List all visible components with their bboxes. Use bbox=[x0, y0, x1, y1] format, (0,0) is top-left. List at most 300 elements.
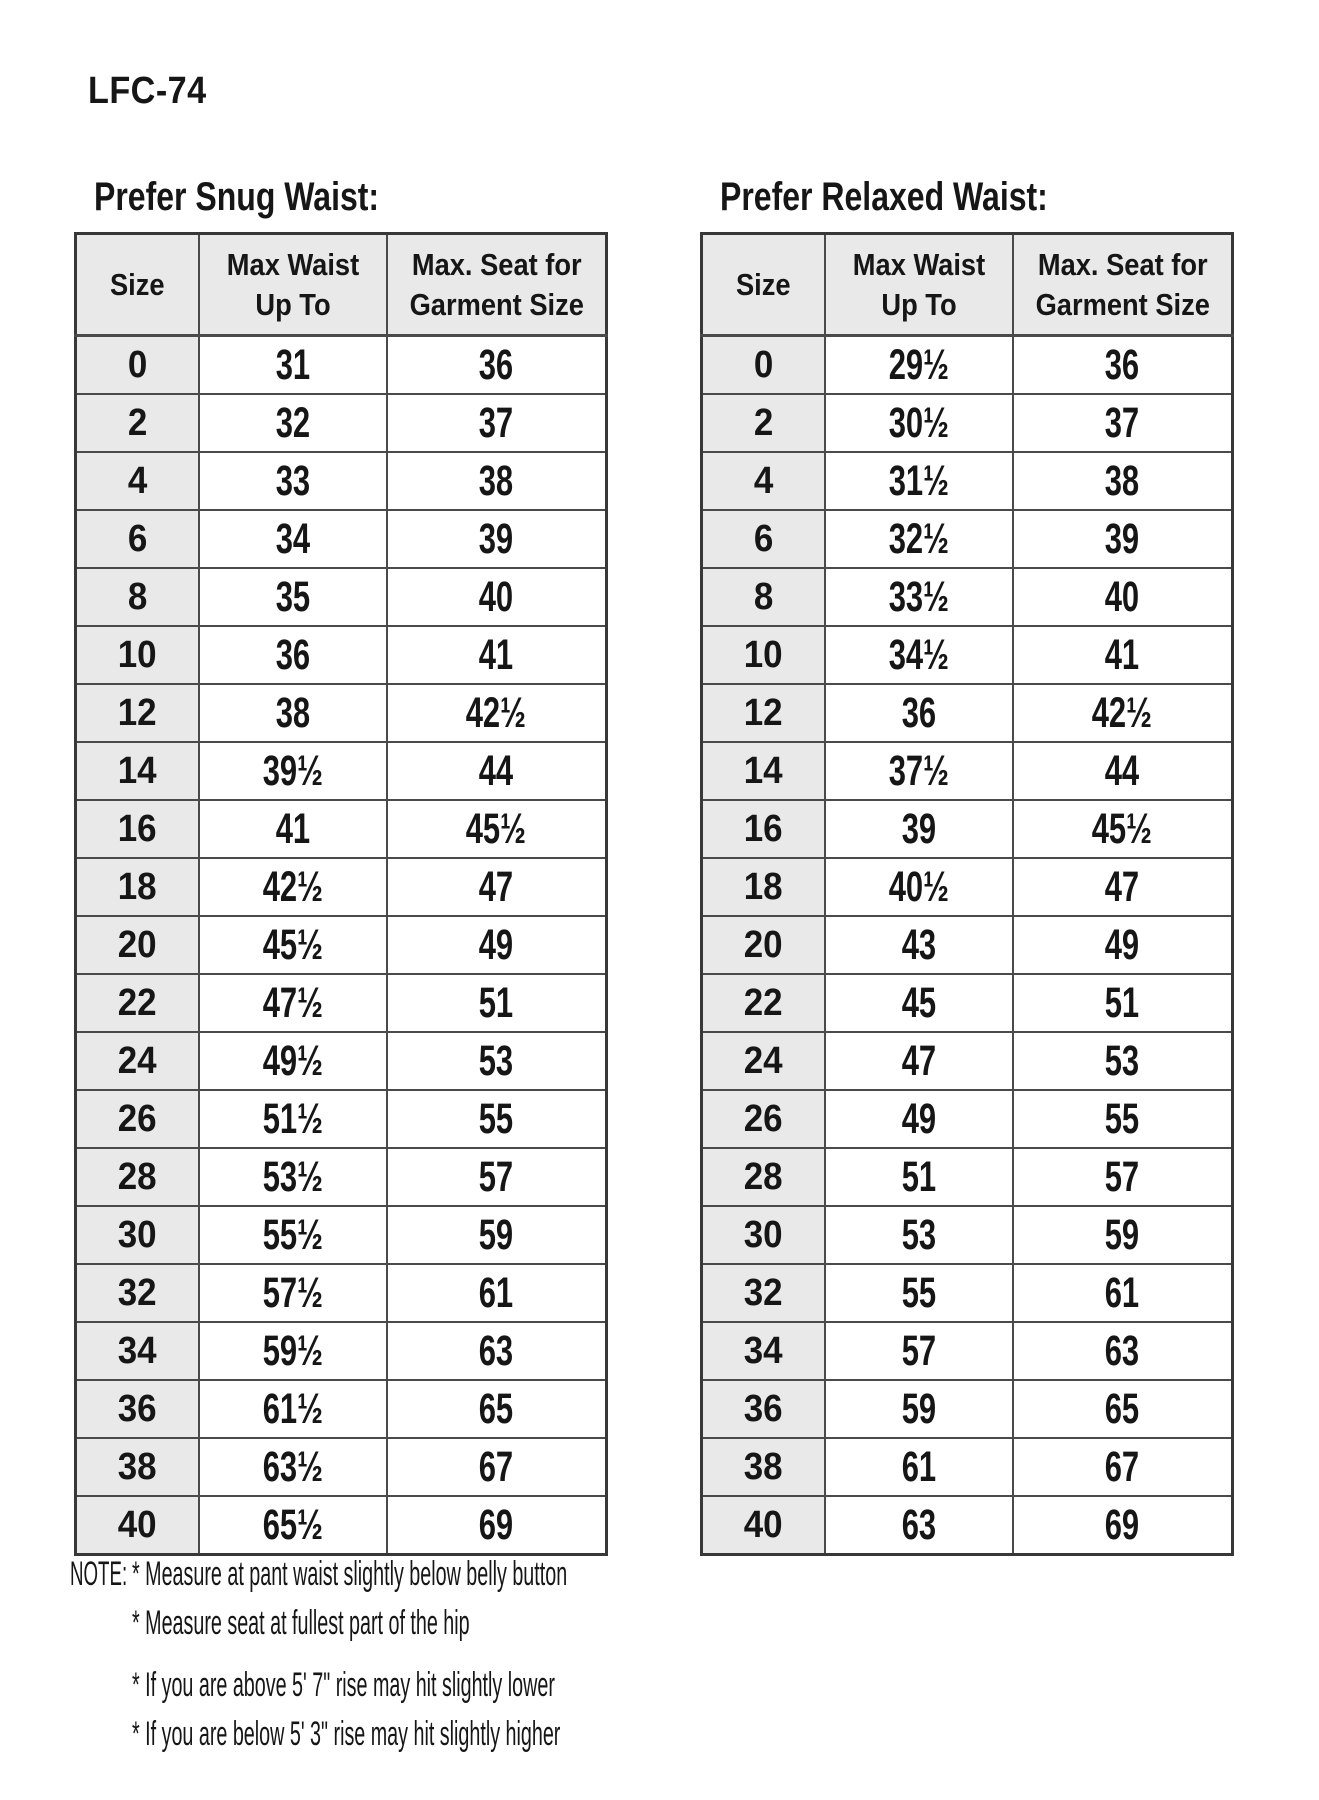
size-cell bbox=[76, 1032, 199, 1090]
cell-value: 30 bbox=[117, 1213, 157, 1256]
measure-note-lines bbox=[132, 1550, 882, 1648]
cell-value: 12 bbox=[743, 691, 783, 734]
cell-value: 36 bbox=[743, 1387, 783, 1430]
snug-table-title: Prefer Snug Waist: bbox=[94, 175, 380, 219]
cell-value: 49½ bbox=[262, 1036, 323, 1085]
table-row bbox=[702, 1322, 1233, 1380]
cell-value: 30 bbox=[743, 1213, 783, 1256]
cell-value: 10 bbox=[743, 633, 783, 676]
cell-value: 42½ bbox=[262, 862, 323, 911]
max-seat-cell bbox=[1013, 1380, 1233, 1438]
max-waist-cell bbox=[825, 1148, 1013, 1206]
max-waist-cell bbox=[199, 684, 387, 742]
cell-value: 33 bbox=[275, 456, 310, 505]
column-header-label: Max. Seat for bbox=[411, 246, 582, 282]
column-header-max-seat bbox=[1013, 234, 1233, 336]
max-seat-cell bbox=[387, 684, 607, 742]
cell-value: 38 bbox=[479, 456, 514, 505]
table-row bbox=[702, 626, 1233, 684]
max-seat-cell bbox=[387, 1264, 607, 1322]
max-waist-cell bbox=[199, 568, 387, 626]
table-row bbox=[76, 626, 607, 684]
size-cell bbox=[702, 1206, 825, 1264]
table-row bbox=[76, 742, 607, 800]
height-notes bbox=[132, 1661, 882, 1759]
cell-value: 38 bbox=[275, 688, 310, 737]
cell-value: 57 bbox=[479, 1152, 514, 1201]
max-waist-cell bbox=[199, 1264, 387, 1322]
size-cell bbox=[702, 452, 825, 510]
size-cell bbox=[76, 394, 199, 452]
max-waist-cell bbox=[199, 394, 387, 452]
cell-value: 20 bbox=[743, 923, 783, 966]
size-cell bbox=[702, 336, 825, 395]
cell-value: 28 bbox=[117, 1155, 157, 1198]
cell-value: 20 bbox=[117, 923, 157, 966]
max-waist-cell bbox=[825, 684, 1013, 742]
size-cell bbox=[702, 510, 825, 568]
table-row bbox=[76, 1438, 607, 1496]
cell-value: 40 bbox=[743, 1503, 783, 1546]
header-row bbox=[76, 234, 607, 336]
size-cell bbox=[702, 1438, 825, 1496]
max-seat-cell bbox=[387, 742, 607, 800]
cell-value: 59 bbox=[479, 1210, 514, 1259]
cell-value: 53 bbox=[1105, 1036, 1140, 1085]
cell-value: 51½ bbox=[262, 1094, 323, 1143]
cell-value: 8 bbox=[127, 575, 147, 618]
cell-value: 4 bbox=[753, 459, 773, 502]
max-waist-cell bbox=[825, 1322, 1013, 1380]
table-row bbox=[76, 1148, 607, 1206]
cell-value: 32 bbox=[743, 1271, 783, 1314]
table-header bbox=[702, 234, 1233, 336]
max-seat-cell bbox=[1013, 452, 1233, 510]
table-row bbox=[702, 742, 1233, 800]
cell-value: 34½ bbox=[888, 630, 949, 679]
max-waist-cell bbox=[825, 1032, 1013, 1090]
size-cell bbox=[76, 1496, 199, 1555]
cell-value: 39 bbox=[901, 804, 936, 853]
max-waist-cell bbox=[825, 626, 1013, 684]
table-body bbox=[76, 336, 607, 1555]
size-cell bbox=[702, 974, 825, 1032]
max-waist-cell bbox=[825, 1264, 1013, 1322]
size-cell bbox=[76, 626, 199, 684]
cell-value: 69 bbox=[1105, 1500, 1140, 1549]
size-cell bbox=[702, 742, 825, 800]
table-row bbox=[702, 1032, 1233, 1090]
table-row bbox=[76, 1264, 607, 1322]
cell-value: 49 bbox=[901, 1094, 936, 1143]
cell-value: 0 bbox=[753, 343, 773, 386]
size-cell bbox=[76, 1322, 199, 1380]
cell-value: 47½ bbox=[262, 978, 323, 1027]
table-row bbox=[76, 1380, 607, 1438]
max-seat-cell bbox=[1013, 974, 1233, 1032]
cell-value: 39 bbox=[1105, 514, 1140, 563]
cell-value: 31½ bbox=[888, 456, 949, 505]
table-row bbox=[76, 568, 607, 626]
size-cell bbox=[76, 1090, 199, 1148]
max-seat-cell bbox=[1013, 1206, 1233, 1264]
size-cell bbox=[702, 858, 825, 916]
max-waist-cell bbox=[199, 626, 387, 684]
size-cell bbox=[76, 510, 199, 568]
table-row bbox=[702, 1380, 1233, 1438]
max-seat-cell bbox=[387, 1496, 607, 1555]
max-waist-cell bbox=[199, 1206, 387, 1264]
cell-value: 32 bbox=[117, 1271, 157, 1314]
max-waist-cell bbox=[199, 742, 387, 800]
cell-value: 40 bbox=[479, 572, 514, 621]
cell-value: 24 bbox=[743, 1039, 783, 1082]
table-row bbox=[76, 800, 607, 858]
column-header-max-waist bbox=[199, 234, 387, 336]
max-waist-cell bbox=[199, 1032, 387, 1090]
cell-value: 49 bbox=[1105, 920, 1140, 969]
measure-notes bbox=[70, 1550, 882, 1648]
cell-value: 4 bbox=[127, 459, 147, 502]
max-waist-cell bbox=[825, 510, 1013, 568]
cell-value: 30½ bbox=[888, 398, 949, 447]
cell-value: 14 bbox=[743, 749, 783, 792]
cell-value: 26 bbox=[743, 1097, 783, 1140]
column-header-label: Garment Size bbox=[1035, 286, 1210, 322]
cell-value: 53½ bbox=[262, 1152, 323, 1201]
table-row bbox=[702, 1264, 1233, 1322]
table-row bbox=[76, 1032, 607, 1090]
cell-value: 67 bbox=[479, 1442, 514, 1491]
cell-value: 47 bbox=[479, 862, 514, 911]
column-header-label: Max. Seat for bbox=[1037, 246, 1208, 282]
table-row bbox=[76, 394, 607, 452]
cell-value: 55½ bbox=[262, 1210, 323, 1259]
max-seat-cell bbox=[1013, 568, 1233, 626]
size-cell bbox=[76, 336, 199, 395]
max-seat-cell bbox=[387, 1206, 607, 1264]
cell-value: 37 bbox=[479, 398, 514, 447]
cell-value: 32½ bbox=[888, 514, 949, 563]
table-row bbox=[76, 684, 607, 742]
cell-value: 41 bbox=[1105, 630, 1140, 679]
max-seat-cell bbox=[1013, 1148, 1233, 1206]
snug-waist-section bbox=[74, 172, 605, 1556]
cell-value: 53 bbox=[479, 1036, 514, 1085]
table-row bbox=[76, 510, 607, 568]
column-header-label: Max Waist bbox=[226, 246, 359, 282]
max-waist-cell bbox=[825, 742, 1013, 800]
table-row bbox=[702, 684, 1233, 742]
size-cell bbox=[702, 394, 825, 452]
max-seat-cell bbox=[1013, 1322, 1233, 1380]
cell-value: 31 bbox=[275, 340, 310, 389]
max-seat-cell bbox=[387, 858, 607, 916]
cell-value: 36 bbox=[1105, 340, 1140, 389]
size-cell bbox=[702, 626, 825, 684]
max-waist-cell bbox=[825, 1438, 1013, 1496]
cell-value: 42½ bbox=[1092, 688, 1153, 737]
cell-value: 63 bbox=[901, 1500, 936, 1549]
size-cell bbox=[702, 1496, 825, 1555]
cell-value: 40½ bbox=[888, 862, 949, 911]
table-row bbox=[702, 1090, 1233, 1148]
column-header-label: Up To bbox=[880, 286, 957, 322]
cell-value: 59 bbox=[901, 1384, 936, 1433]
size-cell bbox=[76, 568, 199, 626]
cell-value: 10 bbox=[117, 633, 157, 676]
cell-value: 32 bbox=[275, 398, 310, 447]
cell-value: 0 bbox=[127, 343, 147, 386]
max-waist-cell bbox=[825, 1206, 1013, 1264]
max-waist-cell bbox=[825, 452, 1013, 510]
size-cell bbox=[702, 1380, 825, 1438]
cell-value: 65½ bbox=[262, 1500, 323, 1549]
cell-value: 63½ bbox=[262, 1442, 323, 1491]
cell-value: 39 bbox=[479, 514, 514, 563]
table-row bbox=[702, 394, 1233, 452]
size-cell bbox=[702, 1090, 825, 1148]
size-cell bbox=[76, 452, 199, 510]
cell-value: 28 bbox=[743, 1155, 783, 1198]
table-body bbox=[702, 336, 1233, 1555]
max-seat-cell bbox=[1013, 1090, 1233, 1148]
note-label: NOTE: bbox=[70, 1555, 128, 1593]
size-cell bbox=[702, 800, 825, 858]
max-seat-cell bbox=[1013, 800, 1233, 858]
cell-value: 36 bbox=[901, 688, 936, 737]
relaxed-size-chart-table bbox=[700, 232, 1234, 1556]
max-waist-cell bbox=[825, 336, 1013, 395]
size-cell bbox=[76, 916, 199, 974]
max-seat-cell bbox=[387, 510, 607, 568]
max-waist-cell bbox=[199, 974, 387, 1032]
cell-value: 39½ bbox=[262, 746, 323, 795]
cell-value: 34 bbox=[117, 1329, 157, 1372]
max-waist-cell bbox=[199, 510, 387, 568]
cell-value: 65 bbox=[1105, 1384, 1140, 1433]
cell-value: 51 bbox=[901, 1152, 936, 1201]
size-cell bbox=[76, 742, 199, 800]
max-seat-cell bbox=[387, 452, 607, 510]
cell-value: 41 bbox=[275, 804, 310, 853]
column-header-size bbox=[76, 234, 199, 336]
doc-code: LFC-74 bbox=[88, 70, 207, 112]
column-header-label: Size bbox=[735, 266, 791, 302]
cell-value: 12 bbox=[117, 691, 157, 734]
note-line: * If you are above 5' 7" rise may hit slightly lower bbox=[132, 1666, 555, 1704]
cell-value: 6 bbox=[127, 517, 147, 560]
table-row bbox=[702, 974, 1233, 1032]
cell-value: 51 bbox=[479, 978, 514, 1027]
max-seat-cell bbox=[387, 1438, 607, 1496]
cell-value: 22 bbox=[743, 981, 783, 1024]
cell-value: 69 bbox=[479, 1500, 514, 1549]
table-row bbox=[76, 858, 607, 916]
cell-value: 59½ bbox=[262, 1326, 323, 1375]
table-row bbox=[76, 452, 607, 510]
cell-value: 57 bbox=[901, 1326, 936, 1375]
max-seat-cell bbox=[1013, 684, 1233, 742]
table-row bbox=[76, 974, 607, 1032]
cell-value: 61 bbox=[901, 1442, 936, 1491]
cell-value: 18 bbox=[117, 865, 157, 908]
max-waist-cell bbox=[199, 1322, 387, 1380]
notes-block bbox=[70, 1550, 882, 1759]
max-waist-cell bbox=[825, 974, 1013, 1032]
note-line: * If you are below 5' 3" rise may hit slightly higher bbox=[132, 1715, 561, 1753]
column-header-label: Garment Size bbox=[409, 286, 584, 322]
column-header-max-waist bbox=[825, 234, 1013, 336]
size-cell bbox=[76, 1206, 199, 1264]
max-seat-cell bbox=[1013, 916, 1233, 974]
size-cell bbox=[76, 974, 199, 1032]
cell-value: 47 bbox=[901, 1036, 936, 1085]
header-row bbox=[702, 234, 1233, 336]
cell-value: 16 bbox=[117, 807, 157, 850]
table-row bbox=[76, 336, 607, 395]
cell-value: 47 bbox=[1105, 862, 1140, 911]
note-line: * Measure at pant waist slightly below belly button bbox=[132, 1555, 568, 1593]
table-row bbox=[76, 1206, 607, 1264]
max-waist-cell bbox=[825, 1380, 1013, 1438]
cell-value: 26 bbox=[117, 1097, 157, 1140]
max-waist-cell bbox=[825, 858, 1013, 916]
cell-value: 38 bbox=[1105, 456, 1140, 505]
relaxed-table-title: Prefer Relaxed Waist: bbox=[720, 175, 1048, 219]
max-waist-cell bbox=[199, 858, 387, 916]
max-seat-cell bbox=[387, 1148, 607, 1206]
cell-value: 55 bbox=[479, 1094, 514, 1143]
max-waist-cell bbox=[825, 916, 1013, 974]
table-row bbox=[76, 1090, 607, 1148]
column-header-size bbox=[702, 234, 825, 336]
max-waist-cell bbox=[825, 1090, 1013, 1148]
cell-value: 63 bbox=[1105, 1326, 1140, 1375]
cell-value: 63 bbox=[479, 1326, 514, 1375]
cell-value: 61 bbox=[479, 1268, 514, 1317]
cell-value: 37 bbox=[1105, 398, 1140, 447]
table-row bbox=[702, 916, 1233, 974]
column-header-max-seat bbox=[387, 234, 607, 336]
cell-value: 61½ bbox=[262, 1384, 323, 1433]
cell-value: 38 bbox=[117, 1445, 157, 1488]
cell-value: 6 bbox=[753, 517, 773, 560]
max-waist-cell bbox=[199, 1438, 387, 1496]
cell-value: 36 bbox=[275, 630, 310, 679]
column-header-label: Size bbox=[109, 266, 165, 302]
max-waist-cell bbox=[199, 452, 387, 510]
table-row bbox=[702, 1438, 1233, 1496]
cell-value: 49 bbox=[479, 920, 514, 969]
max-seat-cell bbox=[387, 1032, 607, 1090]
max-seat-cell bbox=[1013, 1032, 1233, 1090]
table-row bbox=[702, 336, 1233, 395]
snug-size-chart-table bbox=[74, 232, 608, 1556]
size-cell bbox=[76, 1438, 199, 1496]
max-waist-cell bbox=[825, 800, 1013, 858]
size-cell bbox=[702, 1322, 825, 1380]
cell-value: 36 bbox=[479, 340, 514, 389]
max-seat-cell bbox=[387, 800, 607, 858]
cell-value: 45 bbox=[901, 978, 936, 1027]
cell-value: 59 bbox=[1105, 1210, 1140, 1259]
cell-value: 18 bbox=[743, 865, 783, 908]
max-waist-cell bbox=[199, 800, 387, 858]
cell-value: 37½ bbox=[888, 746, 949, 795]
size-cell bbox=[702, 1148, 825, 1206]
max-waist-cell bbox=[199, 916, 387, 974]
max-seat-cell bbox=[1013, 1496, 1233, 1555]
note-line: * Measure seat at fullest part of the hip bbox=[132, 1604, 470, 1642]
cell-value: 22 bbox=[117, 981, 157, 1024]
max-seat-cell bbox=[1013, 394, 1233, 452]
max-waist-cell bbox=[825, 568, 1013, 626]
cell-value: 42½ bbox=[466, 688, 527, 737]
cell-value: 44 bbox=[479, 746, 514, 795]
size-cell bbox=[702, 1032, 825, 1090]
cell-value: 2 bbox=[753, 401, 773, 444]
table-row bbox=[702, 1148, 1233, 1206]
cell-value: 33½ bbox=[888, 572, 949, 621]
max-seat-cell bbox=[387, 568, 607, 626]
size-cell bbox=[76, 684, 199, 742]
max-seat-cell bbox=[1013, 626, 1233, 684]
cell-value: 45½ bbox=[466, 804, 527, 853]
cell-value: 29½ bbox=[888, 340, 949, 389]
max-seat-cell bbox=[387, 336, 607, 395]
cell-value: 44 bbox=[1105, 746, 1140, 795]
table-row bbox=[702, 452, 1233, 510]
max-seat-cell bbox=[1013, 858, 1233, 916]
cell-value: 45½ bbox=[262, 920, 323, 969]
size-cell bbox=[702, 684, 825, 742]
max-seat-cell bbox=[387, 916, 607, 974]
cell-value: 45½ bbox=[1092, 804, 1153, 853]
table-row bbox=[76, 916, 607, 974]
max-waist-cell bbox=[199, 1090, 387, 1148]
max-seat-cell bbox=[1013, 742, 1233, 800]
max-seat-cell bbox=[387, 626, 607, 684]
max-seat-cell bbox=[387, 1322, 607, 1380]
cell-value: 57 bbox=[1105, 1152, 1140, 1201]
cell-value: 65 bbox=[479, 1384, 514, 1433]
max-seat-cell bbox=[1013, 336, 1233, 395]
max-seat-cell bbox=[387, 974, 607, 1032]
cell-value: 55 bbox=[1105, 1094, 1140, 1143]
cell-value: 35 bbox=[275, 572, 310, 621]
table-row bbox=[702, 858, 1233, 916]
cell-value: 14 bbox=[117, 749, 157, 792]
cell-value: 41 bbox=[479, 630, 514, 679]
size-cell bbox=[702, 916, 825, 974]
table-row bbox=[702, 568, 1233, 626]
max-seat-cell bbox=[387, 394, 607, 452]
max-seat-cell bbox=[1013, 510, 1233, 568]
column-header-label: Up To bbox=[254, 286, 331, 322]
max-waist-cell bbox=[825, 394, 1013, 452]
cell-value: 34 bbox=[743, 1329, 783, 1372]
column-header-label: Max Waist bbox=[852, 246, 985, 282]
max-waist-cell bbox=[199, 336, 387, 395]
max-waist-cell bbox=[199, 1148, 387, 1206]
size-cell bbox=[702, 568, 825, 626]
cell-value: 43 bbox=[901, 920, 936, 969]
cell-value: 36 bbox=[117, 1387, 157, 1430]
cell-value: 61 bbox=[1105, 1268, 1140, 1317]
cell-value: 2 bbox=[127, 401, 147, 444]
max-waist-cell bbox=[825, 1496, 1013, 1555]
